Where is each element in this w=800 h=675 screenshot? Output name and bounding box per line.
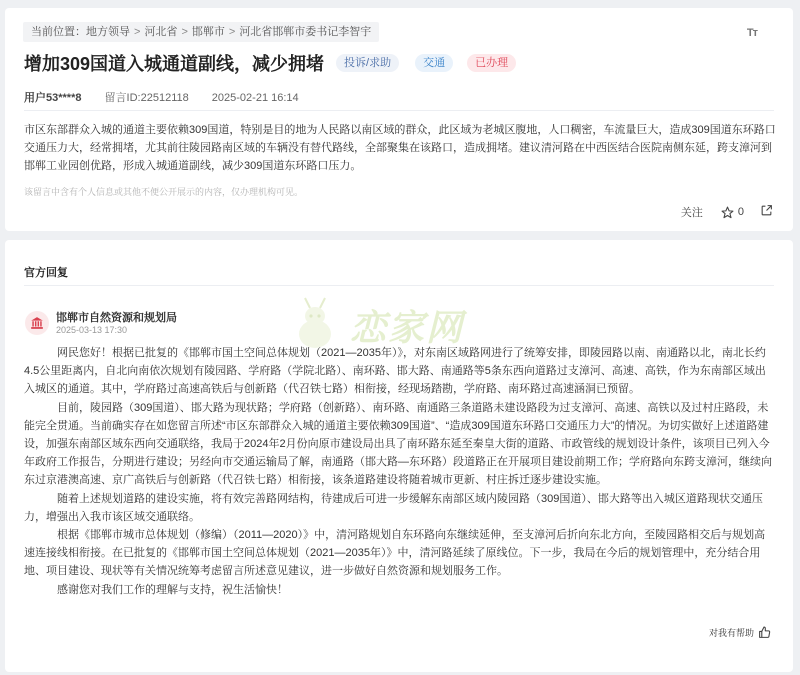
divider (24, 110, 774, 111)
title-row (24, 50, 516, 76)
breadcrumb-item-province[interactable]: 河北省 (144, 26, 178, 38)
follow-button[interactable]: 关注 (680, 207, 703, 219)
breadcrumb (23, 22, 379, 42)
page-title: 增加309国道入城通道副线，减少拥堵 (24, 54, 325, 74)
star-button[interactable] (721, 206, 744, 219)
reply-paragraph: 网民您好！根据已批复的《邯郸市国土空间总体规划（2021—2035年）》，对东南区域路网进行了统筹安排，即陵园路以南、南通路以北，南北长约4.5公里距离内，自北向南依次规划有陵园路、学府路（学院北路）、南环路、邯大路、南通路等5条东西向道路过支漳河、高速、高铁，作为东南部区域出入城区的通道。其中，学府路过高速高铁后与创新路（代召铁七路）相衔接，经现场踏勘，学府路、南环路过高速涵洞已预留。 (24, 347, 766, 396)
message-id: 留言ID:22512118 (104, 92, 189, 104)
divider (24, 285, 774, 286)
message-card (5, 8, 793, 231)
reply-time: 2025-03-13 17:30 (56, 325, 128, 335)
share-button[interactable] (760, 204, 773, 220)
breadcrumb-separator: > (181, 26, 188, 38)
department-name: 邯郸市自然资源和规划局 (56, 312, 177, 324)
government-building-icon (25, 311, 49, 335)
user-name: 用户53****8 (24, 92, 82, 104)
message-actions (681, 204, 773, 220)
message-meta (24, 89, 319, 105)
thumbs-up-icon (758, 626, 771, 639)
helpful-label: 对我有帮助 (708, 628, 754, 638)
font-size-toggle-icon[interactable]: Tт (746, 27, 757, 39)
reply-heading: 官方回复 (24, 267, 68, 279)
star-count: 0 (737, 206, 744, 218)
breadcrumb-item-city[interactable]: 邯郸市 (191, 26, 225, 38)
reply-paragraph: 根据《邯郸市城市总体规划（修编）（2011—2020）》中，清河路规划自东环路向东继续延伸，至支漳河后折向东北方向，至陵园路相交后与规划高速连接线相衔接。在已批复的《邯郸市国土空间总体规划（2021—2035年）》中，清河路延续了原线位。下一步，我局在今后的规划管理中，充分结合用地、项目建设、现状等有关情况统筹考虑留言所述意见建议，进一步做好自然资源和规划服务工作。 (24, 529, 766, 578)
message-date: 2025-02-21 16:14 (211, 92, 299, 104)
breadcrumb-separator: > (134, 26, 141, 38)
share-icon (760, 204, 773, 217)
reply-paragraph: 感谢您对我们工作的理解与支持，祝生活愉快！ (57, 583, 288, 596)
type-tag: 投诉/求助 (336, 54, 399, 72)
helpful-button[interactable] (709, 626, 771, 639)
status-badge: 已办理 (467, 54, 516, 72)
star-icon (721, 206, 734, 219)
watermark-text: 恋家网 (350, 308, 465, 349)
reply-card (5, 240, 793, 672)
privacy-notice: 该留言中含有个人信息或其他不便公开展示的内容，仅办理机构可见。 (24, 187, 304, 197)
reply-paragraph: 目前，陵园路（309国道）、邯大路为现状路；学府路（创新路）、南环路、南通路三条道路未建设路段为过支漳河、高速、高铁以及过村庄路段，未能完全贯通。当前确实存在如您留言所述“市区东部群众入城的通道主要依赖309国道”、“造成309国道东环路口交通压力大”的情况。为切实做好上述道路建设，加强东南部区域东西向交通联络，我局于2024年2月份向原市建设局出具了南环路东延至秦皇大街的道路、市政管线的规划设计条件，该项目已列入今年政府工作报告，分期进行建设；另经向市交通运输局了解，南通路（邯大路—东环路）段道路正在开展项目建设前期工作；学府路向东跨支漳河，继续向东过京港澳高速、京广高铁后与创新路（代召铁七路）相衔接，该条道路建设将随着城市更新、村庄拆迁逐步建设实施。 (24, 401, 772, 487)
breadcrumb-item-leaders[interactable]: 地方领导 (86, 26, 130, 38)
breadcrumb-item-leader[interactable]: 河北省邯郸市委书记李智宇 (239, 26, 372, 38)
message-content: 市区东部群众入城的通道主要依赖309国道，特别是目的地为人民路以南区域的群众，此区域为老城区腹地，人口稠密，车流量巨大，造成309国道东环路口交通压力大，经常拥堵，尤其前往陵园路南区域的车辆没有替代路线，全部聚集在该路口，造成拥堵。建议清河路在中西医结合医院南侧东延，跨支漳河到邯郸工业园创优路，形成入城通道副线，减少309国道东环路口压力。 (24, 124, 776, 172)
breadcrumb-prefix: 当前位置： (31, 26, 86, 38)
breadcrumb-separator: > (228, 26, 236, 38)
field-tag: 交通 (415, 54, 453, 72)
reply-paragraph: 随着上述规划道路的建设实施，将有效完善路网结构，待建成后可进一步缓解东南部区域内陵园路（309国道）、邯大路等出入城区道路现状交通压力，增强出入我市该区域交通联络。 (24, 492, 763, 523)
reply-body (24, 344, 776, 599)
